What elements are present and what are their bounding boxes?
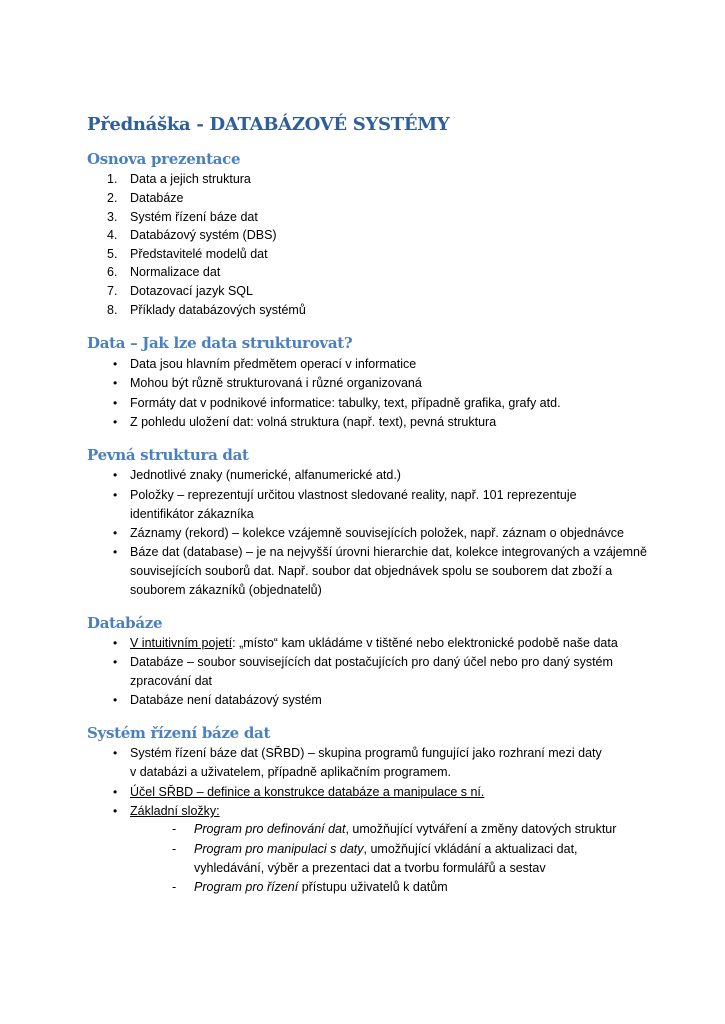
item-text-cont: zpracování dat	[130, 674, 212, 688]
document-title: Přednáška - DATABÁZOVÉ SYSTÉMY	[87, 114, 450, 135]
heading-outline: Osnova prezentace	[87, 150, 241, 168]
heading-data-structure: Data – Jak lze data strukturovat?	[87, 334, 353, 352]
item-text: Báze dat (database) – je na nejvyšší úrovni hierarchie dat, kolekce integrovaných a vzájemně	[130, 545, 647, 559]
dash-icon: -	[172, 880, 177, 894]
item-number: 7.	[107, 284, 118, 298]
bullet-icon: •	[113, 636, 118, 650]
bullet-icon: •	[113, 488, 118, 502]
item-number: 5.	[107, 247, 118, 261]
italic-term: Program pro manipulaci s daty	[194, 842, 364, 856]
sub-item-text-cont: vyhledávání, výběr a prezentaci dat a tvorbu formulářů a sestav	[194, 861, 546, 875]
item-text: Databáze není databázový systém	[130, 693, 322, 707]
item-number: 1.	[107, 172, 118, 186]
bullet-icon: •	[113, 655, 118, 669]
italic-term: Program pro definování dat	[194, 822, 346, 836]
item-text: Záznamy (rekord) – kolekce vzájemně souvisejících položek, např. záznam o objednávce	[130, 526, 624, 540]
bullet-icon: •	[113, 415, 118, 429]
item-text: Účel SŘBD – definice a konstrukce databáze a manipulace s ní.	[130, 785, 485, 799]
sub-item-rest: přístupu uživatelů k datům	[298, 880, 448, 894]
item-text: Z pohledu uložení dat: volná struktura (např. text), pevná struktura	[130, 415, 497, 429]
item-text: Příklady databázových systémů	[130, 303, 306, 317]
item-number: 6.	[107, 265, 118, 279]
bullet-icon: •	[113, 693, 118, 707]
bullet-icon: •	[113, 785, 118, 799]
item-text: Databáze – soubor souvisejících dat postačujících pro daný účel nebo pro daný systém	[130, 655, 613, 669]
bullet-icon: •	[113, 804, 118, 818]
sub-item-rest: , umožňující vkládání a aktualizaci dat,	[363, 842, 578, 856]
item-text: Data jsou hlavním předmětem operací v informatice	[130, 357, 417, 371]
heading-fixed-structure: Pevná struktura dat	[87, 446, 249, 464]
heading-database: Databáze	[87, 614, 163, 632]
item-number: 3.	[107, 210, 118, 224]
item-number: 2.	[107, 191, 118, 205]
bullet-icon: •	[113, 357, 118, 371]
item-text: Jednotlivé znaky (numerické, alfanumerické atd.)	[130, 468, 401, 482]
item-text: Mohou být různě strukturovaná i různé organizovaná	[130, 376, 422, 390]
item-text: Normalizace dat	[130, 265, 221, 279]
dash-icon: -	[172, 822, 177, 836]
item-text: Systém řízení báze dat (SŘBD) – skupina programů fungující jako rozhraní mezi daty	[130, 746, 602, 760]
bullet-icon: •	[113, 545, 118, 559]
bullet-icon: •	[113, 746, 118, 760]
item-text: Položky – reprezentují určitou vlastnost sledované reality, např. 101 reprezentuje	[130, 488, 577, 502]
item-number: 8.	[107, 303, 118, 317]
item-text	[130, 636, 618, 650]
sub-item-text	[194, 880, 448, 894]
item-text: Databázový systém (DBS)	[130, 228, 277, 242]
item-number: 4.	[107, 228, 118, 242]
bullet-icon: •	[113, 376, 118, 390]
item-text-cont: souborem zákazníků (objednatelů)	[130, 583, 322, 597]
item-text-cont: souvisejících souborů dat. Např. soubor dat objednávek spolu se souborem dat zboží a	[130, 564, 613, 578]
item-text: Základní složky:	[130, 804, 220, 818]
dash-icon: -	[172, 842, 177, 856]
sub-item-text	[194, 822, 616, 836]
item-text: Formáty dat v podnikové informatice: tabulky, text, případně grafika, grafy atd.	[130, 396, 561, 410]
item-text-cont: identifikátor zákazníka	[130, 507, 254, 521]
bullet-icon: •	[113, 526, 118, 540]
item-text: Dotazovací jazyk SQL	[130, 284, 253, 298]
bullet-icon: •	[113, 468, 118, 482]
item-text: Databáze	[130, 191, 184, 205]
sub-item-text	[194, 842, 578, 856]
item-text-rest: : „místo“ kam ukládáme v tištěné nebo elektronické podobě naše data	[232, 636, 618, 650]
italic-term: Program pro řízení	[194, 880, 299, 894]
sub-item-rest: , umožňující vytváření a změny datových struktur	[345, 822, 617, 836]
bullet-icon: •	[113, 396, 118, 410]
item-text: Představitelé modelů dat	[130, 247, 268, 261]
item-text-cont: v databázi a uživatelem, případně aplikačním programem.	[130, 765, 451, 779]
underlined-term: V intuitivním pojetí	[130, 636, 233, 650]
heading-dbms: Systém řízení báze dat	[87, 724, 271, 742]
item-text: Systém řízení báze dat	[130, 210, 258, 224]
item-text: Data a jejich struktura	[130, 172, 251, 186]
